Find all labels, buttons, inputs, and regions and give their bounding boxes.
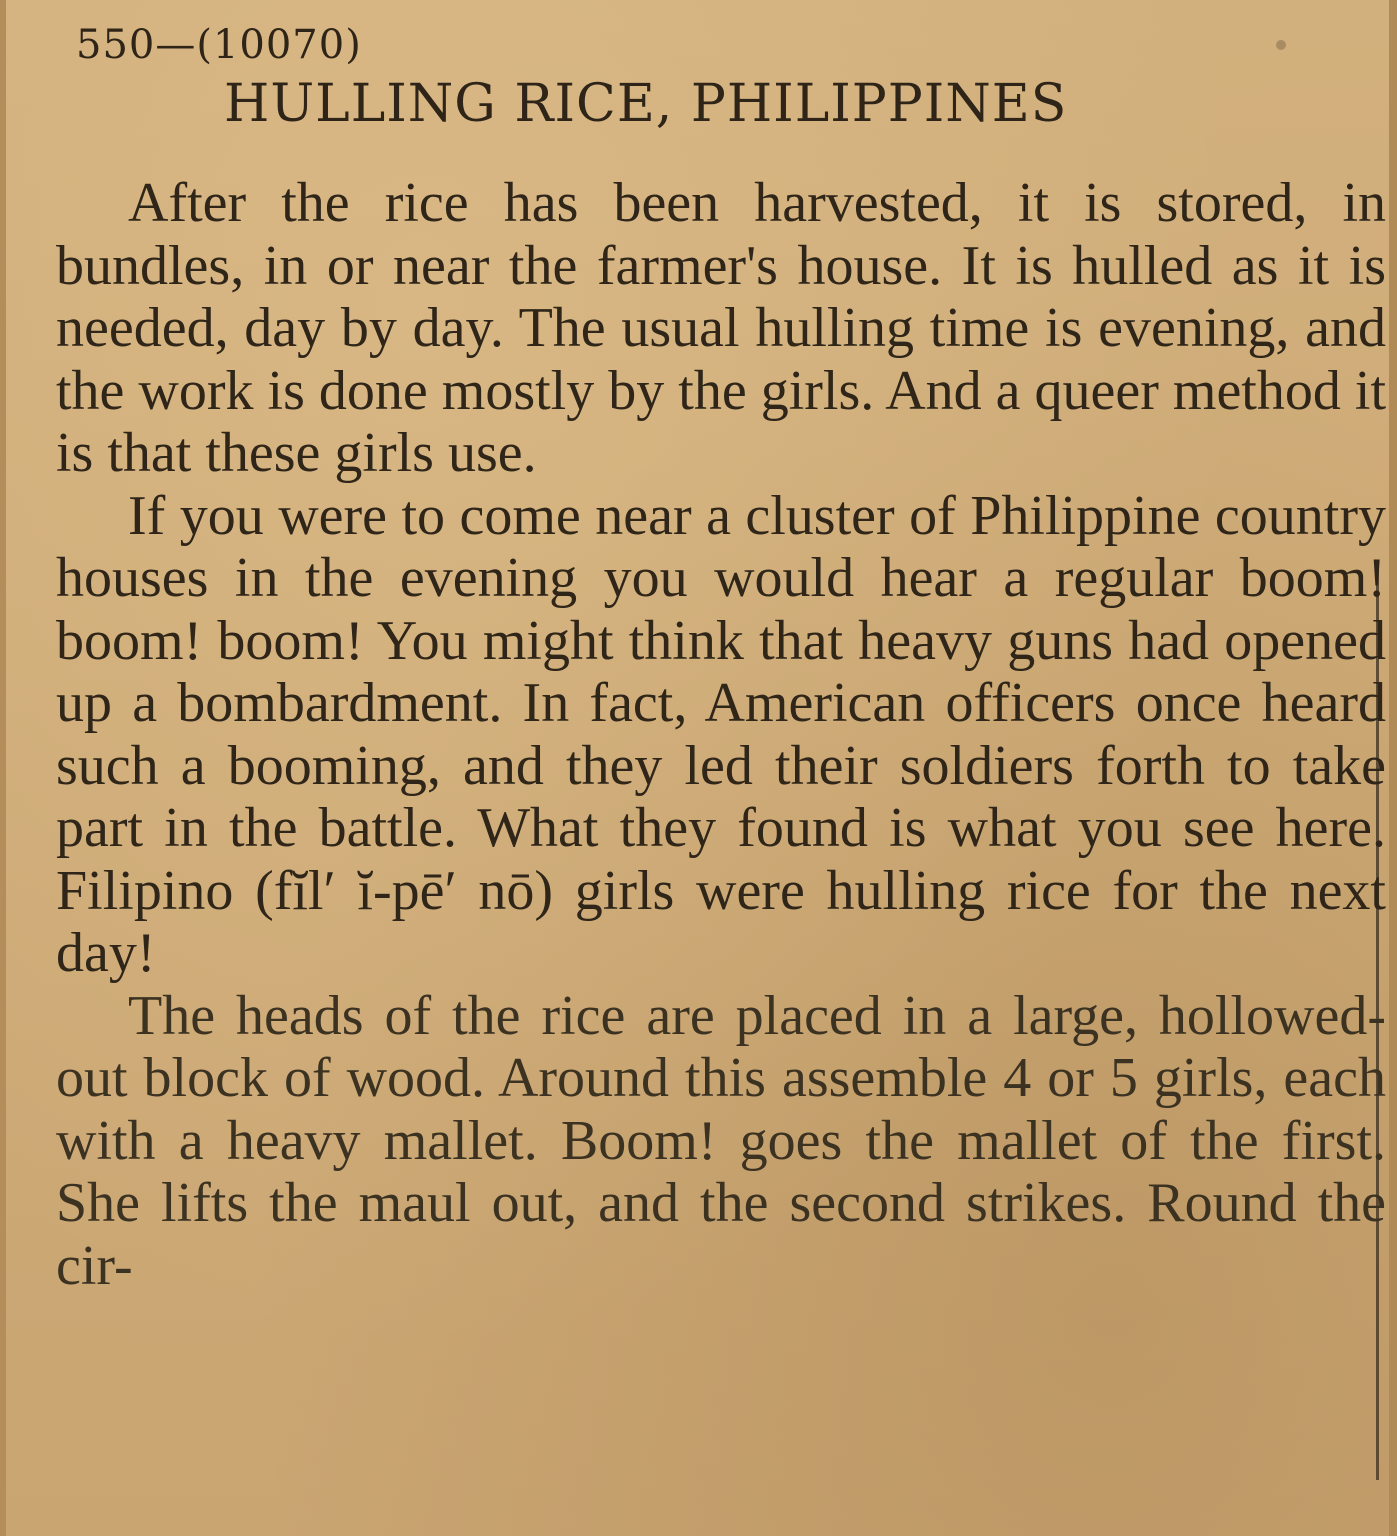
paper-speck	[1276, 40, 1286, 50]
card-reference-number: 550—(10070)	[76, 22, 362, 68]
card-title: HULLING RICE, PHILIPPINES	[224, 74, 1068, 134]
paragraph-2: If you were to come near a cluster of Philippine country houses in the evening you would hear a regular boom! boom! boom! You might think that heavy guns had opened up a bombardment. In fact, American officers once heard such a booming, and they led their soldiers forth to take part in the battle. What they found is what you see here. Filipino (fĭl′ ĭ-pē′ nō) girls were hulling rice for the next day!	[56, 484, 1386, 984]
paragraph-1: After the rice has been harvested, it is stored, in bundles, in or near the farmer's house. It is hulled as it is needed, day by day. The usual hulling time is evening, and the work is done mostly by the girls. And a queer method it is that these girls use.	[56, 172, 1386, 484]
card-body	[56, 172, 1386, 1297]
paragraph-3: The heads of the rice are placed in a large, hollowed-out block of wood. Around this assemble 4 or 5 girls, each with a heavy mallet. Boom! goes the mallet of the first. She lifts the maul out, and the second strikes. Round the cir-	[56, 984, 1386, 1297]
